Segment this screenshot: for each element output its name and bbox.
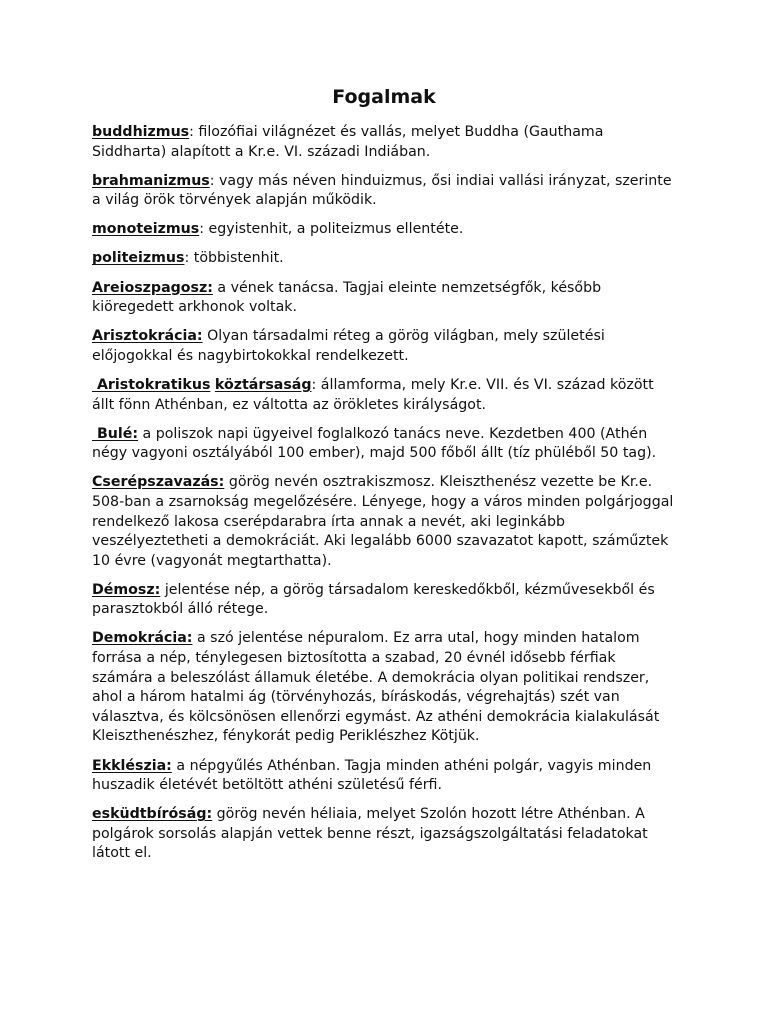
definition-entry xyxy=(92,220,676,240)
definition-entry xyxy=(92,473,676,571)
definition-separator: : xyxy=(209,172,215,189)
definition-term: Demokrácia: xyxy=(92,630,193,647)
definition-entry xyxy=(92,629,676,747)
definition-text: egyistenhit, a politeizmus ellentéte. xyxy=(204,221,464,238)
definition-entry xyxy=(92,249,676,269)
definition-text: államforma, mely Kr.e. VII. és VI. század között állt fönn Athénban, ez váltotta az örökletes királyságot. xyxy=(92,376,654,413)
definition-text: a népgyűlés Athénban. Tagja minden athéni polgár, vagyis minden huszadik életévét betöltött athéni születésű férfi. xyxy=(92,757,652,794)
definition-term: buddhizmus xyxy=(92,124,190,140)
definition-term: monoteizmus xyxy=(92,221,200,238)
definition-entry xyxy=(92,805,676,864)
definition-term: Ekklészia: xyxy=(92,757,172,774)
definition-term: Cserépszavazás: xyxy=(92,474,225,491)
definition-term: brahmanizmus xyxy=(92,172,210,189)
definition-separator: : xyxy=(311,376,317,393)
definition-term: Areioszpagosz: xyxy=(92,279,213,296)
document-title: Fogalmak xyxy=(332,86,436,108)
definition-text: görög nevén osztrakiszmosz. Kleiszthenész vezette be Kr.e. 508-ban a zsarnokság megelőzésére. Lényege, hogy a város minden polgárjoggal rendelkező lakosa cserépdarabra írta annak a nevét, aki leginkább veszélyeztetheti a demokráciát. Aki legalább 6000 szavazatot kapott, száműztek 10 évre (vagyonát megtarthatta). xyxy=(92,474,674,569)
definition-text: a poliszok napi ügyeivel foglalkozó tanács neve. Kezdetben 400 (Athén négy vagyoni osztályából 100 ember), majd 500 főből állt (tíz phüléből 50 tag). xyxy=(92,425,657,462)
definition-entry xyxy=(92,425,676,464)
document-page xyxy=(92,84,676,874)
definition-entry xyxy=(92,279,676,318)
definition-entry xyxy=(92,581,676,620)
definition-term: politeizmus xyxy=(92,250,185,267)
definition-entry xyxy=(92,757,676,796)
definition-separator: : xyxy=(199,221,205,238)
definition-entry xyxy=(92,123,676,162)
definition-text: a szó jelentése népuralom. Ez arra utal, hogy minden hatalom forrása a nép, ténylegesen biztosította a szabad, 20 évnél idősebb férfiak számára a beleszólást államuk életébe. A demokrácia olyan politikai rendszer, ahol a három hatalmi ág (törvényhozás, bíráskodás, végrehajtás) szét van választva, és kölcsönösen ellenőrzi egymást. Az athéni demokrácia kialakulását Kleiszthenészhez, fénykorát pedig Periklészhez Kötjük. xyxy=(92,630,660,745)
definition-entry xyxy=(92,327,676,366)
definition-entry xyxy=(92,172,676,211)
definition-text: többistenhit. xyxy=(189,250,284,267)
definition-text: filozófiai világnézet és vallás, melyet Buddha (Gauthama Siddharta) alapított a Kr.e. VI. századi Indiában. xyxy=(92,124,604,160)
definition-term: Arisztokrácia: xyxy=(92,328,203,345)
definition-separator: : xyxy=(189,124,194,140)
definition-term: Aristokratikus xyxy=(92,376,211,393)
definition-term: Bulé: xyxy=(92,425,139,442)
definition-term: Démosz: xyxy=(92,581,161,598)
definition-term-second: köztársaság xyxy=(214,376,312,393)
definition-text: a vének tanácsa. Tagjai eleinte nemzetségfők, később kiöregedett arkhonok voltak. xyxy=(92,279,602,316)
definition-text: vagy más néven hinduizmus, ősi indiai vallási irányzat, szerinte a világ örök törvények alapján működik. xyxy=(92,172,672,209)
definition-entry xyxy=(92,376,676,415)
definition-separator: : xyxy=(184,250,190,267)
definition-text: jelentése nép, a görög társadalom kereskedőkből, kézművesekből és parasztokból álló rétege. xyxy=(92,581,655,618)
definition-text: görög nevén héliaia, melyet Szolón hozott létre Athénban. A polgárok sorsolás alapján vettek benne részt, igazságszolgáltatási feladatokat látott el. xyxy=(92,806,648,862)
definition-term: esküdtbíróság: xyxy=(92,806,213,823)
definition-text: Olyan társadalmi réteg a görög világban, mely születési előjogokkal és nagybirtokokkal rendelkezett. xyxy=(92,328,605,364)
